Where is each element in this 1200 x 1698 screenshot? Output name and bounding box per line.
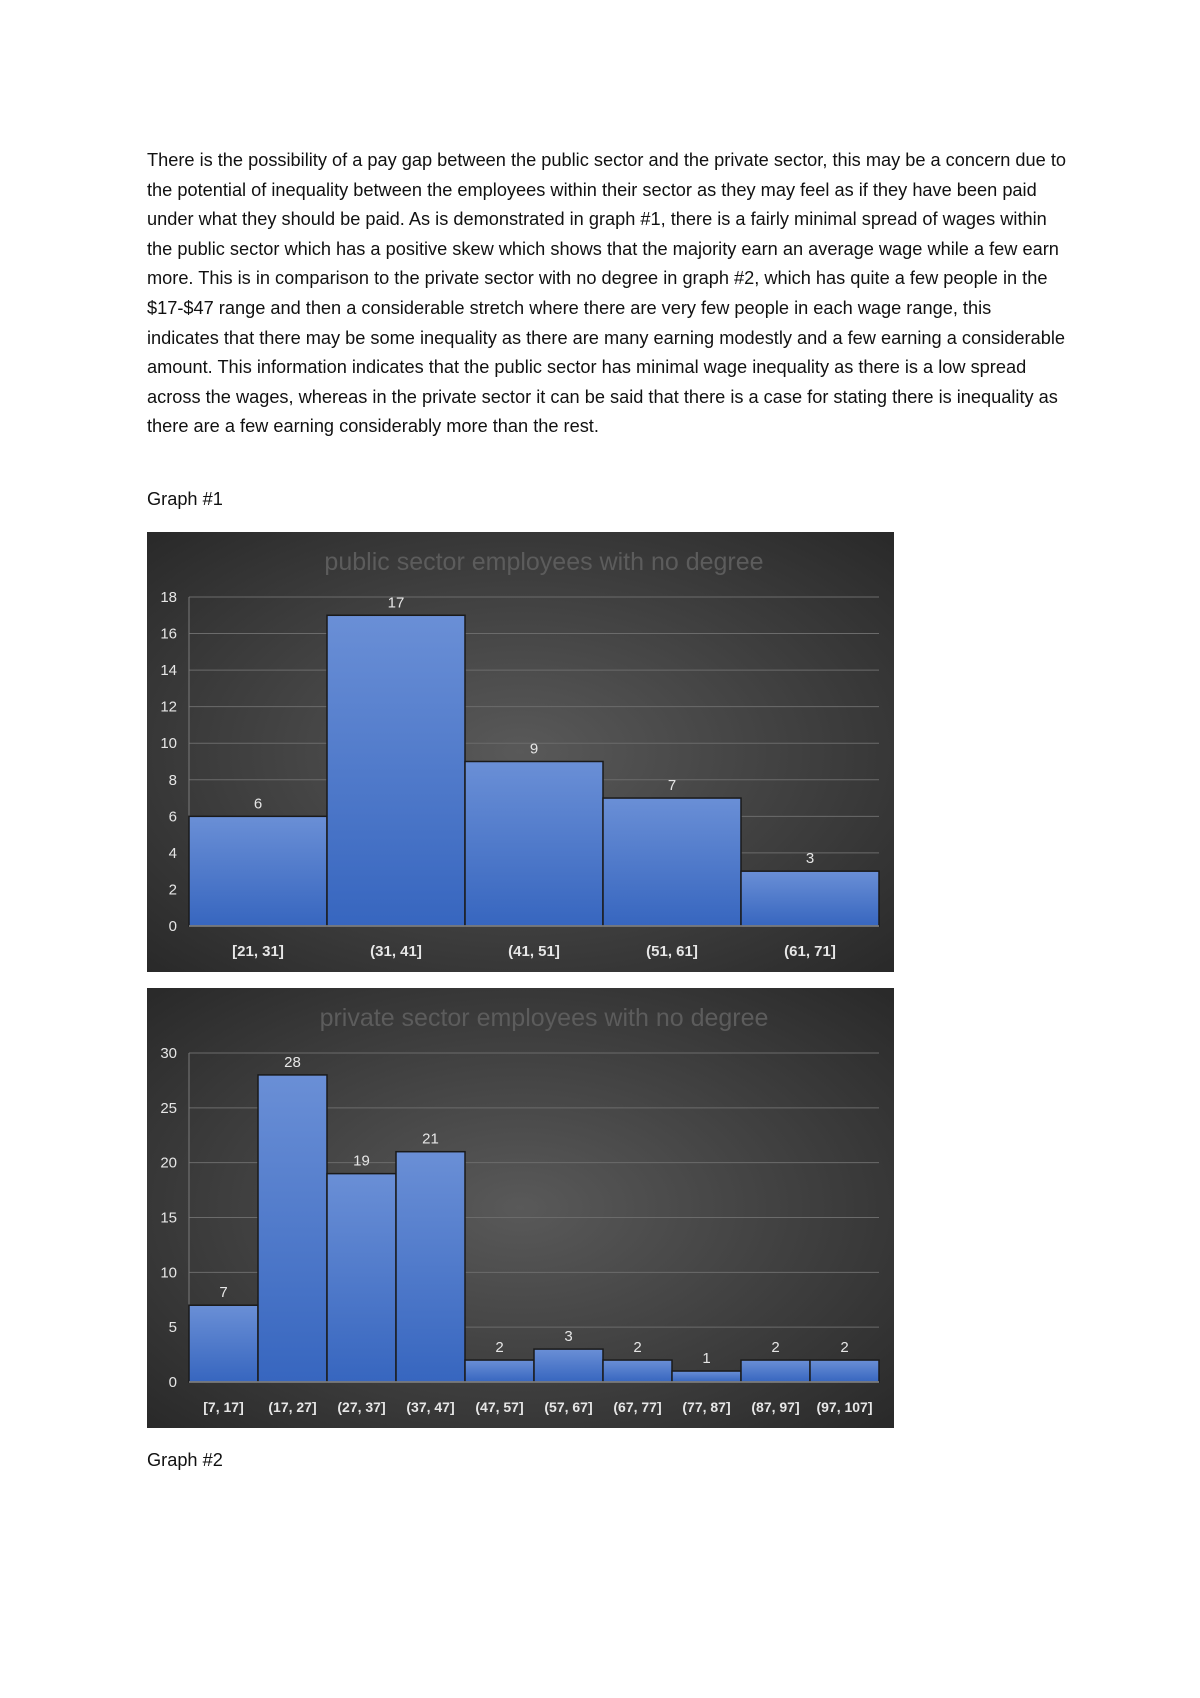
graph-2-caption: Graph #2 [147,1450,223,1470]
bar [396,1152,465,1382]
body-paragraph: There is the possibility of a pay gap between the public sector and the private sector, this may be a concern due to the potential of inequality between the employees within their sector as they may feel as if they have been paid under what they should be paid. As is demonstrated in graph #1, there is a fairly minimal spread of wages within the public sector which has a positive skew which shows that the majority earn an average wage while a few earn more. This is in comparison to the private sector with no degree in graph #2, which has quite a few people in the $17-$47 range and then a considerable stretch where there are very few people in each wage range, this indicates that there may be some inequality as there are many earning modestly and a few earning a considerable amount. This information indicates that the public sector has minimal wage inequality as there is a low spread across the wages, whereas in the private sector it can be said that there is a case for stating there is inequality as there are a few earning considerably more than the rest. [147,150,1067,437]
y-tick-label: 30 [160,1045,177,1062]
x-tick-label: (77, 87] [682,1399,731,1415]
x-tick-label: [7, 17] [203,1399,244,1415]
y-tick-label: 10 [160,1264,177,1282]
x-tick-label: (17, 27] [268,1399,317,1415]
y-tick-label: 16 [160,625,177,643]
x-tick-label: (57, 67] [544,1399,593,1415]
private-sector-histogram [147,988,894,1428]
bar [465,762,603,927]
bar [327,615,465,926]
data-label: 2 [495,1339,504,1357]
data-label: 2 [633,1339,642,1357]
y-tick-label: 0 [168,1374,177,1391]
y-tick-label: 18 [160,589,177,606]
chart-title: public sector employees with no degree [324,548,764,576]
bar [534,1349,603,1382]
data-label: 7 [219,1284,228,1302]
y-tick-label: 2 [168,881,177,899]
x-tick-label: (67, 77] [613,1399,662,1415]
bar [810,1360,879,1382]
data-label: 9 [529,740,539,758]
data-label: 3 [564,1328,573,1346]
bar [672,1371,741,1382]
bar [258,1075,327,1382]
graph-1-caption: Graph #1 [147,489,223,509]
x-tick-label: [21, 31] [232,943,284,960]
public-sector-histogram [147,532,894,972]
x-tick-label: (41, 51] [508,943,560,960]
x-tick-label: (31, 41] [370,943,422,960]
y-tick-label: 10 [160,735,177,753]
bar [741,1360,810,1382]
data-label: 6 [253,795,263,813]
y-tick-label: 25 [160,1099,177,1117]
y-tick-label: 12 [160,698,177,716]
x-tick-label: (47, 57] [475,1399,524,1415]
bar [465,1360,534,1382]
data-label: 19 [353,1152,370,1170]
x-tick-label: (87, 97] [751,1399,800,1415]
bar [603,1360,672,1382]
x-tick-label: (61, 71] [784,943,836,960]
data-label: 2 [771,1339,780,1357]
x-tick-label: (37, 47] [406,1399,455,1415]
y-tick-label: 8 [168,771,177,789]
y-tick-label: 5 [168,1319,177,1337]
bar [603,798,741,926]
bar [741,871,879,926]
y-tick-label: 6 [168,808,177,826]
data-label: 28 [284,1053,301,1071]
x-tick-label: (51, 61] [646,943,698,960]
data-label: 2 [840,1339,849,1357]
data-label: 3 [805,850,815,868]
data-label: 17 [387,594,405,612]
x-tick-label: (97, 107] [816,1399,873,1415]
data-label: 21 [422,1130,439,1148]
y-tick-label: 0 [168,918,177,935]
y-tick-label: 14 [160,662,177,680]
y-tick-label: 4 [168,844,177,862]
x-tick-label: (27, 37] [337,1399,386,1415]
data-label: 1 [702,1350,711,1368]
bar [327,1174,396,1382]
bar [189,816,327,926]
bar [189,1305,258,1382]
data-label: 7 [667,777,677,795]
chart-title: private sector employees with no degree [319,1004,769,1032]
y-tick-label: 20 [160,1154,177,1172]
y-tick-label: 15 [160,1209,177,1227]
